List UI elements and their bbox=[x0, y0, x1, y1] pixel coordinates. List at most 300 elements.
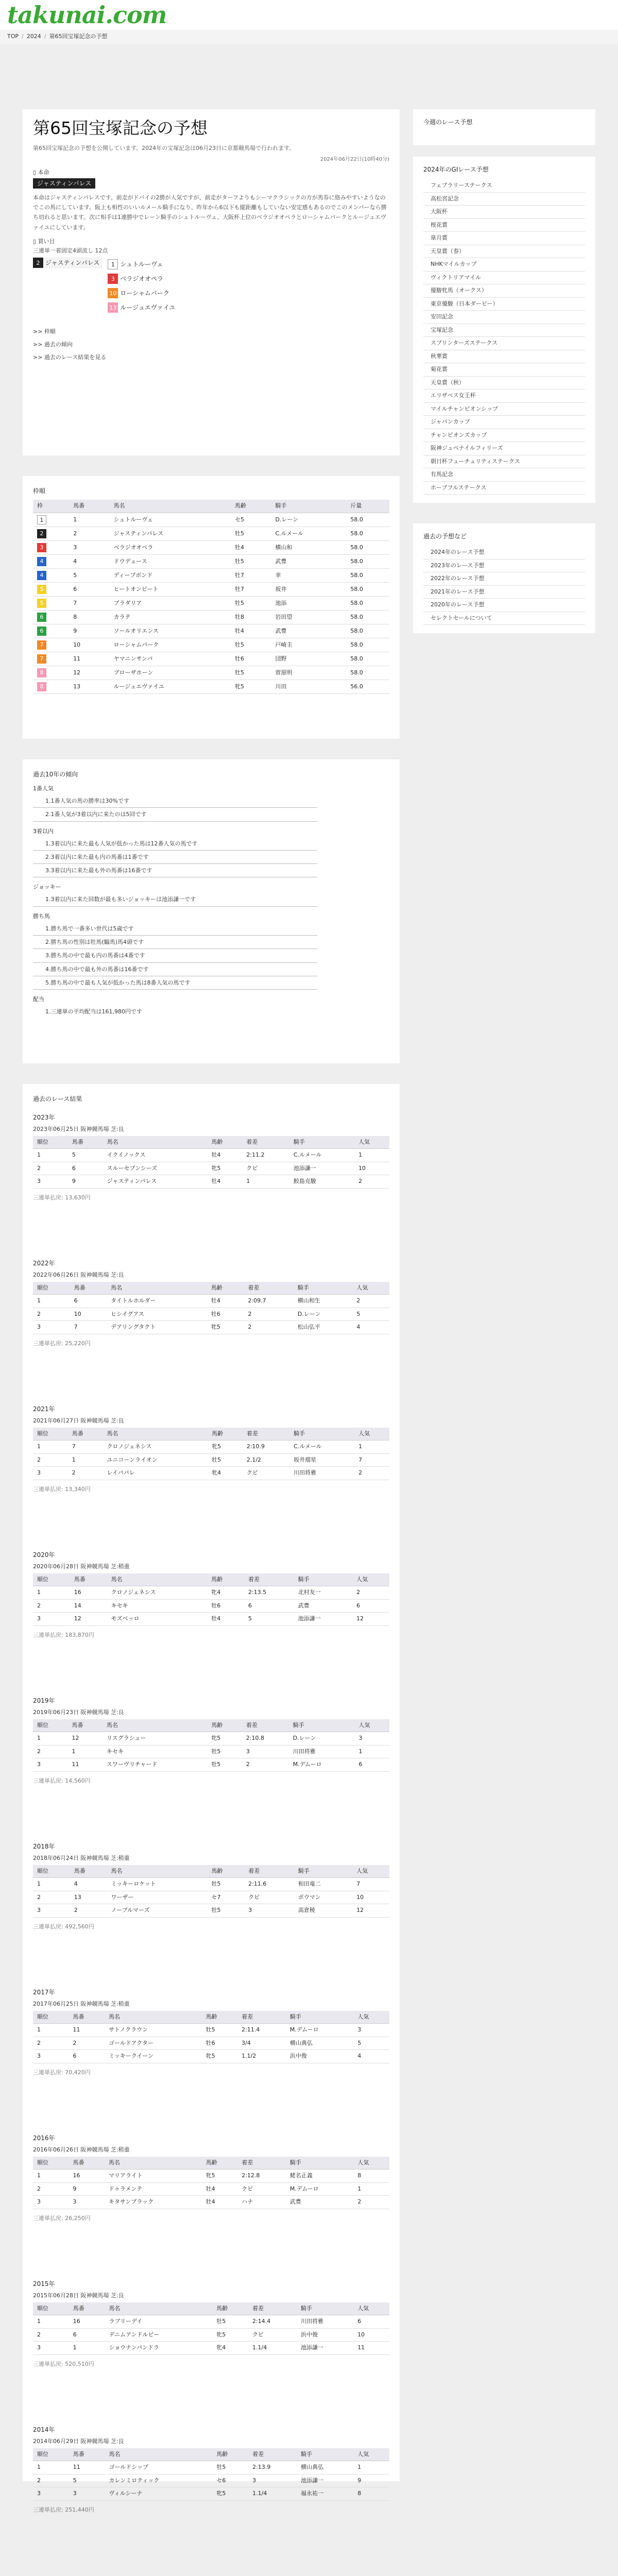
result-cell: マリアライト bbox=[105, 2170, 202, 2183]
entry-number: 8 bbox=[69, 611, 109, 624]
result-cell: 8 bbox=[353, 2487, 389, 2501]
result-cell: ワーザー bbox=[107, 1891, 208, 1904]
entry-waku bbox=[33, 666, 69, 680]
entry-waku bbox=[33, 583, 69, 597]
result-cell: スルーセブンシーズ bbox=[103, 1162, 208, 1175]
entry-horse: ヒートオンビート bbox=[110, 583, 231, 597]
result-cell: 2 bbox=[33, 2474, 69, 2487]
result-table: 順位 馬番 馬名 馬齢 着差 騎手 人気 1 7 クロノジェネシス 牝5 2:10.9 C.ルメール 1 2 1 ユニコーンライオン 牡5 2.1/2 坂井瑠星 7 3 2 レイパパレ 牝4 クビ 川田将雅 2 bbox=[33, 1428, 389, 1480]
result-race-info: 2018年06月24日 阪神競馬場 芝:稍重 bbox=[33, 1855, 130, 1861]
g1-race-link[interactable]: 宝塚記念 bbox=[423, 324, 585, 337]
result-row bbox=[33, 1440, 389, 1454]
result-cell: C.ルメール bbox=[289, 1440, 354, 1454]
result-payout: 三連単払戻: 520,510円 bbox=[33, 2360, 94, 2367]
result-cell: 7 bbox=[68, 1440, 103, 1454]
entry-jockey: 戸崎圭 bbox=[271, 638, 347, 652]
entry-horse: ヤマニンサンパ bbox=[110, 652, 231, 666]
entry-waku bbox=[33, 652, 69, 666]
entry-age: 牡5 bbox=[231, 666, 271, 680]
result-cell: 池添謙一 bbox=[294, 1613, 352, 1626]
entry-waku bbox=[33, 680, 69, 694]
result-race-info: 2017年06月25日 阪神競馬場 芝:稍重 bbox=[33, 2001, 130, 2007]
result-cell: 浜中俊 bbox=[286, 2050, 354, 2063]
result-cell: 蛯名正義 bbox=[286, 2170, 354, 2183]
trend-group-heading: 配当 bbox=[33, 996, 44, 1003]
result-cell: モズベッロ bbox=[107, 1613, 208, 1626]
entry-weight: 58.0 bbox=[346, 569, 389, 583]
result-cell: ヒシイグアス bbox=[107, 1308, 207, 1321]
entry-jockey: C.ルメール bbox=[271, 527, 347, 541]
entry-age: 牡7 bbox=[231, 569, 271, 583]
result-cell: 3 bbox=[353, 2024, 389, 2037]
result-year-block bbox=[33, 1842, 389, 1978]
result-cell: 1.1/4 bbox=[248, 2342, 297, 2355]
result-cell: 松山弘平 bbox=[294, 1321, 352, 1334]
entries-table: 枠 馬番 馬名 馬齢 騎手 斤量 1 1 シュトルーヴェ セ5 D.レーン 58.0 2 2 ジャスティンパレス 牡5 C.ルメール 58.0 3 3 ベラジオオペラ 牡4 横山和 58.0 4 4 ドウデュース 牡5 武豊 58.0 4 5 ディープボンド 牡7 幸 58.0 5 6 ヒートオンビート 牡7 坂井 58.0 5 7 ブラダリア 牡5 池添 58.0 6 8 カラテ 牡8 岩田望 58.0 6 9 ソールオリエンス 牡4 武豊 58.0 7 10 ローシャムパーク 牡5 戸崎圭 58.0 7 11 ヤマニンサンパ 牡6 団野 58.0 8 12 ブローザホーン 牡5 菅原明 58.0 8 13 ルージュエヴァイユ 牝5 川田 56.0 bbox=[33, 500, 389, 694]
result-cell: ノーブルマーズ bbox=[107, 1904, 208, 1918]
trend-item: 1.3着以内に来た最も人気が低かった馬は12番人気の馬です bbox=[33, 837, 317, 851]
entry-horse: ドウデュース bbox=[110, 555, 231, 569]
result-cell: 10 bbox=[70, 1308, 107, 1321]
result-table: 順位 馬番 馬名 馬齢 着差 騎手 人気 1 11 サトノクラウン 牡5 2:11.4 M.デムーロ 3 2 2 ゴールドアクター 牡6 3/4 横山典弘 5 3 6 ミッキークイーン 牝5 1.1/2 浜中俊 4 bbox=[33, 2011, 389, 2063]
kaime-second-item: 13 ルージュエヴァイユ bbox=[108, 300, 175, 315]
result-cell: 5 bbox=[353, 2037, 389, 2050]
g1-race-link[interactable]: 高松宮記念 bbox=[423, 193, 585, 206]
g1-race-link[interactable]: ヴィクトリアマイル bbox=[423, 272, 585, 285]
g1-race-link[interactable]: 安田記念 bbox=[423, 311, 585, 324]
lead-text: 第65回宝塚記念の予想を公開しています。2024年の宝塚記念は06月23日に京都競馬場で行われます。 bbox=[33, 144, 295, 151]
entry-jockey: 池添 bbox=[271, 597, 347, 611]
result-cell: カレンミロティック bbox=[105, 2474, 212, 2487]
result-row bbox=[33, 2196, 389, 2209]
result-cell: 6 bbox=[69, 2050, 105, 2063]
result-year: 2020年 bbox=[33, 1551, 55, 1558]
result-cell: セ6 bbox=[212, 2474, 248, 2487]
entry-waku bbox=[33, 597, 69, 611]
result-row bbox=[33, 1467, 389, 1480]
waku-badge: 4 bbox=[37, 571, 46, 580]
entry-age: 牡5 bbox=[231, 597, 271, 611]
result-cell: ドゥラメンテ bbox=[105, 2182, 202, 2196]
entry-number: 5 bbox=[69, 569, 109, 583]
result-cell: 2 bbox=[354, 1175, 389, 1189]
g1-race-link[interactable]: チャンピオンズカップ bbox=[423, 429, 585, 443]
entry-age: 牡5 bbox=[231, 555, 271, 569]
g1-race-link[interactable]: マイルチャンピオンシップ bbox=[423, 403, 585, 416]
g1-race-link[interactable]: 菊花賞 bbox=[423, 363, 585, 377]
result-cell: 2:14.4 bbox=[248, 2315, 297, 2329]
entry-age: 牡5 bbox=[231, 638, 271, 652]
result-cell: 6 bbox=[69, 2328, 105, 2342]
result-cell: 牡4 bbox=[207, 1295, 244, 1308]
entry-weight: 58.0 bbox=[346, 527, 389, 541]
result-year: 2019年 bbox=[33, 1697, 55, 1704]
breadcrumb-year[interactable]: 2024 bbox=[26, 33, 41, 40]
result-cell: 牡4 bbox=[208, 1175, 243, 1189]
result-row bbox=[33, 2182, 389, 2196]
entry-waku bbox=[33, 624, 69, 638]
g1-race-link[interactable]: 天皇賞（春） bbox=[423, 245, 585, 259]
result-cell: 2 bbox=[33, 1891, 70, 1904]
result-cell: ヴィルシーナ bbox=[105, 2487, 212, 2501]
entry-number: 2 bbox=[69, 527, 109, 541]
result-cell: 7 bbox=[70, 1321, 107, 1334]
entry-horse: ブローザホーン bbox=[110, 666, 231, 680]
result-cell: 牡5 bbox=[212, 2461, 248, 2475]
result-cell: 3 bbox=[248, 2474, 297, 2487]
result-payout: 三連単払戻: 492,560円 bbox=[33, 1923, 94, 1930]
trend-item: 1.3着以内に来た回数が最も多いジョッキーは池添謙一です bbox=[33, 893, 317, 906]
result-cell: 2 bbox=[354, 1467, 389, 1480]
result-year-block bbox=[33, 1113, 389, 1249]
waku-badge: 3 bbox=[37, 543, 46, 552]
entry-age: 牡7 bbox=[231, 583, 271, 597]
result-cell: クビ bbox=[244, 1891, 294, 1904]
result-cell: C.ルメール bbox=[289, 1149, 354, 1162]
link-trend[interactable]: >> 過去の傾向 bbox=[33, 341, 73, 348]
result-cell: クビ bbox=[248, 2328, 297, 2342]
result-cell: 牝5 bbox=[208, 1440, 243, 1454]
entry-jockey: 武豊 bbox=[271, 624, 347, 638]
result-cell: D.レーン bbox=[289, 1732, 355, 1745]
g1-race-link[interactable]: 優駿牝馬（オークス） bbox=[423, 284, 585, 298]
trend-item: 2.1番人気が3着以内に来たのは5回です bbox=[33, 808, 317, 821]
entry-weight: 58.0 bbox=[346, 513, 389, 527]
entry-weight: 58.0 bbox=[346, 611, 389, 624]
result-cell: 11 bbox=[353, 2342, 389, 2355]
result-table: 順位 馬番 馬名 馬齢 着差 騎手 人気 1 16 クロノジェネシス 牝4 2:13.5 北村友一 2 2 14 キセキ 牡6 6 武豊 6 3 12 モズベッロ 牡4 5 池添謙一 12 bbox=[33, 1573, 389, 1626]
result-cell: 牡4 bbox=[202, 2182, 238, 2196]
result-cell: 12 bbox=[352, 1613, 389, 1626]
entry-number: 9 bbox=[69, 624, 109, 638]
entries-title: 枠順 bbox=[33, 487, 46, 495]
entries-card bbox=[23, 476, 400, 739]
trend-title: 過去10年の傾向 bbox=[33, 771, 78, 778]
result-row bbox=[33, 1599, 389, 1613]
waku-badge: 7 bbox=[37, 640, 46, 650]
g1-race-link[interactable]: 皐月賞 bbox=[423, 232, 585, 245]
result-cell: 牡5 bbox=[207, 1745, 242, 1758]
result-cell: 10 bbox=[354, 1162, 389, 1175]
g1-race-link[interactable]: 桜花賞 bbox=[423, 219, 585, 232]
g1-race-link[interactable]: 東京優駿（日本ダービー） bbox=[423, 298, 585, 311]
result-cell: 牝5 bbox=[212, 2487, 248, 2501]
g1-race-link[interactable]: 朝日杯フューチュリティステークス bbox=[423, 455, 585, 469]
result-cell: 和田竜二 bbox=[294, 1878, 352, 1891]
entry-waku bbox=[33, 569, 69, 583]
g1-race-link[interactable]: スプリンターズステークス bbox=[423, 337, 585, 350]
result-row bbox=[33, 1758, 389, 1772]
result-cell: 5 bbox=[69, 2474, 105, 2487]
result-year-block bbox=[33, 2425, 389, 2562]
site-logo[interactable]: takunai.com bbox=[7, 1, 167, 29]
today-card bbox=[413, 109, 595, 145]
result-row bbox=[33, 2474, 389, 2487]
result-cell: 4 bbox=[353, 2050, 389, 2063]
entry-horse: ローシャムパーク bbox=[110, 638, 231, 652]
result-cell: 牡5 bbox=[212, 2315, 248, 2329]
entry-jockey: 横山和 bbox=[271, 541, 347, 555]
result-cell: タイトルホルダー bbox=[107, 1295, 207, 1308]
result-cell: 2 bbox=[244, 1321, 293, 1334]
result-year-block bbox=[33, 1259, 389, 1395]
breadcrumb-top[interactable]: TOP bbox=[7, 33, 19, 40]
result-cell: イクイノックス bbox=[103, 1149, 208, 1162]
result-cell: 牝4 bbox=[212, 2342, 248, 2355]
result-cell: キセキ bbox=[107, 1599, 208, 1613]
result-cell: 10 bbox=[353, 2328, 389, 2342]
entry-age: 牡8 bbox=[231, 611, 271, 624]
result-cell: クビ bbox=[237, 2182, 286, 2196]
result-cell: M.デムーロ bbox=[286, 2024, 354, 2037]
g1-race-link[interactable]: 阪神ジュベナイルフィリーズ bbox=[423, 442, 585, 455]
result-cell: 1 bbox=[354, 1440, 389, 1454]
entry-number: 13 bbox=[69, 680, 109, 694]
result-year-block bbox=[33, 1550, 389, 1687]
result-payout: 三連単払戻: 13,630円 bbox=[33, 1194, 91, 1201]
g1-race-link[interactable]: 有馬記念 bbox=[423, 468, 585, 482]
result-cell: クビ bbox=[243, 1467, 289, 1480]
result-cell: 2 bbox=[33, 1162, 68, 1175]
result-cell: 11 bbox=[69, 2461, 105, 2475]
result-cell: 2:09.7 bbox=[244, 1295, 293, 1308]
result-cell: 武豊 bbox=[286, 2196, 354, 2209]
result-cell: M.デムーロ bbox=[289, 1758, 355, 1772]
result-cell: 池添謙一 bbox=[297, 2474, 353, 2487]
g1-race-link[interactable]: フェブラリーステークス bbox=[423, 179, 585, 193]
result-race-info: 2014年06月29日 阪神競馬場 芝:良 bbox=[33, 2438, 124, 2445]
past-prediction-link[interactable]: 2020年のレース予想 bbox=[423, 599, 585, 612]
result-cell: 3 bbox=[33, 1321, 70, 1334]
entry-row bbox=[33, 597, 389, 611]
result-cell: ラブリーデイ bbox=[105, 2315, 213, 2329]
entry-horse: ルージュエヴァイユ bbox=[110, 680, 231, 694]
result-cell: 1 bbox=[68, 1453, 103, 1467]
waku-badge: 4 bbox=[37, 557, 46, 566]
g1-race-link[interactable]: 大阪杯 bbox=[423, 206, 585, 219]
kaime-second-item: 3 ベラジオオペラ bbox=[108, 272, 175, 286]
past-prediction-link[interactable]: 2022年のレース予想 bbox=[423, 572, 585, 586]
result-cell: 8 bbox=[353, 2170, 389, 2183]
result-year: 2023年 bbox=[33, 1114, 55, 1121]
result-cell: 1 bbox=[242, 1175, 289, 1189]
result-cell: 3 bbox=[33, 1758, 68, 1772]
waku-badge: 8 bbox=[37, 668, 46, 677]
g1-race-link[interactable]: ホープフルステークス bbox=[423, 482, 585, 495]
main-column bbox=[23, 109, 400, 2513]
entry-row bbox=[33, 555, 389, 569]
entry-weight: 58.0 bbox=[346, 541, 389, 555]
result-cell: 1 bbox=[69, 2342, 105, 2355]
result-year: 2015年 bbox=[33, 2280, 55, 2287]
result-cell: 1 bbox=[33, 1586, 70, 1600]
waku-badge: 6 bbox=[37, 626, 46, 636]
g1-race-link[interactable]: 天皇賞（秋） bbox=[423, 377, 585, 390]
result-payout: 三連単払戻: 25,220円 bbox=[33, 1340, 91, 1347]
kaime-text: 三連単一着固定4頭流し 12点 bbox=[33, 247, 108, 255]
result-table: 順位 馬番 馬名 馬齢 着差 騎手 人気 1 16 マリアライト 牝5 2:12.8 蛯名正義 8 2 9 ドゥラメンテ 牡4 クビ M.デムーロ 1 3 3 キタサンブラック 牡4 ハナ 武豊 2 bbox=[33, 2157, 389, 2209]
result-cell: 10 bbox=[352, 1891, 389, 1904]
result-cell: 16 bbox=[69, 2170, 105, 2183]
link-entries[interactable]: >> 枠順 bbox=[33, 328, 56, 335]
result-payout: 三連単払戻: 251,440円 bbox=[33, 2506, 94, 2513]
result-payout: 三連単払戻: 13,340円 bbox=[33, 1485, 91, 1493]
past-prediction-link[interactable]: 2023年のレース予想 bbox=[423, 560, 585, 573]
result-cell: 牡4 bbox=[208, 1149, 243, 1162]
result-cell: 2 bbox=[33, 2037, 69, 2050]
waku-badge: 2 bbox=[37, 529, 46, 538]
entry-waku bbox=[33, 513, 69, 527]
result-cell: スワーヴリチャード bbox=[102, 1758, 207, 1772]
result-cell: 坂井瑠星 bbox=[289, 1453, 354, 1467]
result-row bbox=[33, 2461, 389, 2475]
entry-horse: ディープボンド bbox=[110, 569, 231, 583]
result-cell: 3 bbox=[33, 1467, 68, 1480]
result-cell: 2:11.6 bbox=[244, 1878, 294, 1891]
entry-horse: ブラダリア bbox=[110, 597, 231, 611]
trend-item: 3.勝ち馬の中で最も内の馬番は4番です bbox=[33, 949, 317, 962]
result-cell: 3/4 bbox=[237, 2037, 286, 2050]
trend-item: 3.3着以内に来た最も外の馬番は16番です bbox=[33, 864, 317, 877]
result-cell: 3 bbox=[33, 1175, 68, 1189]
trend-group-heading: ジョッキー bbox=[33, 884, 61, 891]
results-card bbox=[23, 1084, 400, 2513]
g1-title: 2024年のGIレース予想 bbox=[423, 166, 489, 173]
entry-row bbox=[33, 652, 389, 666]
g1-race-link[interactable]: エリザベス女王杯 bbox=[423, 389, 585, 403]
g1-race-link[interactable]: ジャパンカップ bbox=[423, 416, 585, 429]
result-year-block bbox=[33, 2133, 389, 2270]
result-row bbox=[33, 1745, 389, 1758]
result-cell: ミッキークイーン bbox=[105, 2050, 202, 2063]
result-race-info: 2015年06月28日 阪神競馬場 芝:良 bbox=[33, 2292, 124, 2299]
entry-waku bbox=[33, 541, 69, 555]
result-cell: 2:12.8 bbox=[237, 2170, 286, 2183]
kaime-bet bbox=[33, 257, 389, 315]
breadcrumb: TOP / 2024 / 第65回宝塚記念の予想 bbox=[0, 30, 618, 44]
result-row bbox=[33, 1149, 389, 1162]
result-cell: 1 bbox=[353, 2182, 389, 2196]
result-cell: 11 bbox=[68, 1758, 103, 1772]
result-year: 2017年 bbox=[33, 1989, 55, 1996]
result-cell: 牝5 bbox=[207, 1321, 244, 1334]
result-cell: 3 bbox=[69, 2487, 105, 2501]
result-cell: キセキ bbox=[102, 1745, 207, 1758]
result-row bbox=[33, 1308, 389, 1321]
result-cell: 2:13.5 bbox=[244, 1586, 294, 1600]
result-year: 2018年 bbox=[33, 1843, 55, 1850]
result-table: 順位 馬番 馬名 馬齢 着差 騎手 人気 1 16 ラブリーデイ 牡5 2:14.4 川田将雅 6 2 6 デニムアンドルビー 牝5 クビ 浜中俊 10 3 1 ショウナンパンドラ 牝4 1.1/4 池添謙一 11 bbox=[33, 2302, 389, 2355]
past-prediction-link[interactable]: 2024年のレース予想 bbox=[423, 546, 585, 560]
result-row bbox=[33, 2328, 389, 2342]
result-row bbox=[33, 1453, 389, 1467]
result-cell: 池添謙一 bbox=[289, 1162, 354, 1175]
result-cell: ゴールドアクター bbox=[105, 2037, 202, 2050]
waku-badge: 1 bbox=[37, 515, 46, 524]
result-cell: 5 bbox=[68, 1149, 103, 1162]
result-cell: 牝4 bbox=[207, 1586, 244, 1600]
entry-row bbox=[33, 569, 389, 583]
prediction-card bbox=[23, 109, 400, 455]
entry-number: 6 bbox=[69, 583, 109, 597]
entry-jockey: 幸 bbox=[271, 569, 347, 583]
waku-badge: 8 bbox=[37, 682, 46, 691]
result-cell: 4 bbox=[352, 1321, 389, 1334]
entry-number: 1 bbox=[69, 513, 109, 527]
result-cell: 1 bbox=[33, 2024, 69, 2037]
link-results[interactable]: >> 過去のレース結果を見る bbox=[33, 354, 107, 361]
result-cell: 2 bbox=[33, 1308, 70, 1321]
result-cell: 7 bbox=[354, 1453, 389, 1467]
g1-race-link[interactable]: NHKマイルカップ bbox=[423, 258, 585, 272]
entry-row bbox=[33, 611, 389, 624]
result-payout: 三連単払戻: 70,420円 bbox=[33, 2069, 91, 2076]
result-cell: 牡6 bbox=[207, 1308, 244, 1321]
result-cell: 6 bbox=[244, 1599, 294, 1613]
result-cell: 川田将雅 bbox=[297, 2315, 353, 2329]
entry-horse: ソールオリエンス bbox=[110, 624, 231, 638]
result-cell: 牝5 bbox=[212, 2328, 248, 2342]
breadcrumb-current: 第65回宝塚記念の予想 bbox=[49, 33, 108, 40]
result-cell: 3 bbox=[33, 2487, 69, 2501]
result-payout: 三連単払戻: 26,250円 bbox=[33, 2214, 91, 2222]
result-cell: 北村友一 bbox=[294, 1586, 352, 1600]
entry-waku bbox=[33, 611, 69, 624]
result-cell: 横山和生 bbox=[294, 1295, 352, 1308]
past-prediction-link[interactable]: 2021年のレース予想 bbox=[423, 586, 585, 599]
result-row bbox=[33, 2487, 389, 2501]
result-cell: 武豊 bbox=[294, 1599, 352, 1613]
result-cell: クビ bbox=[242, 1162, 289, 1175]
entry-jockey: 菅原明 bbox=[271, 666, 347, 680]
result-cell: 6 bbox=[70, 1295, 107, 1308]
result-year: 2022年 bbox=[33, 1260, 55, 1267]
trend-card bbox=[23, 759, 400, 1063]
result-row bbox=[33, 1732, 389, 1745]
entry-weight: 58.0 bbox=[346, 555, 389, 569]
result-cell: 2 bbox=[33, 1599, 70, 1613]
result-row bbox=[33, 1891, 389, 1904]
result-cell: 川田将雅 bbox=[289, 1467, 354, 1480]
result-race-info: 2016年06月26日 阪神競馬場 芝:稍重 bbox=[33, 2146, 130, 2153]
result-row bbox=[33, 2342, 389, 2355]
result-cell: 3 bbox=[244, 1904, 294, 1918]
result-cell: 1 bbox=[354, 1745, 389, 1758]
entry-jockey: D.レーン bbox=[271, 513, 347, 527]
past-prediction-link[interactable]: セレクトセールについて bbox=[423, 612, 585, 625]
result-cell: 2 bbox=[68, 1467, 103, 1480]
result-row bbox=[33, 2170, 389, 2183]
result-row bbox=[33, 1904, 389, 1918]
result-cell: 3 bbox=[33, 2196, 69, 2209]
result-year-block bbox=[33, 1404, 389, 1541]
result-cell: 福永祐一 bbox=[297, 2487, 353, 2501]
result-cell: 2 bbox=[33, 2328, 69, 2342]
g1-race-link[interactable]: 秋華賞 bbox=[423, 350, 585, 364]
entry-weight: 58.0 bbox=[346, 624, 389, 638]
result-cell: リスグラシュー bbox=[102, 1732, 207, 1745]
entry-waku bbox=[33, 527, 69, 541]
result-cell: 12 bbox=[70, 1613, 107, 1626]
entry-weight: 58.0 bbox=[346, 652, 389, 666]
result-year-block bbox=[33, 2279, 389, 2416]
result-race-info: 2022年06月26日 阪神競馬場 芝:良 bbox=[33, 1272, 124, 1278]
article-links bbox=[33, 325, 389, 364]
result-cell: 2 bbox=[33, 1453, 68, 1467]
result-cell: 横山典弘 bbox=[297, 2461, 353, 2475]
entry-number: 10 bbox=[69, 638, 109, 652]
result-cell: 1 bbox=[33, 1295, 70, 1308]
